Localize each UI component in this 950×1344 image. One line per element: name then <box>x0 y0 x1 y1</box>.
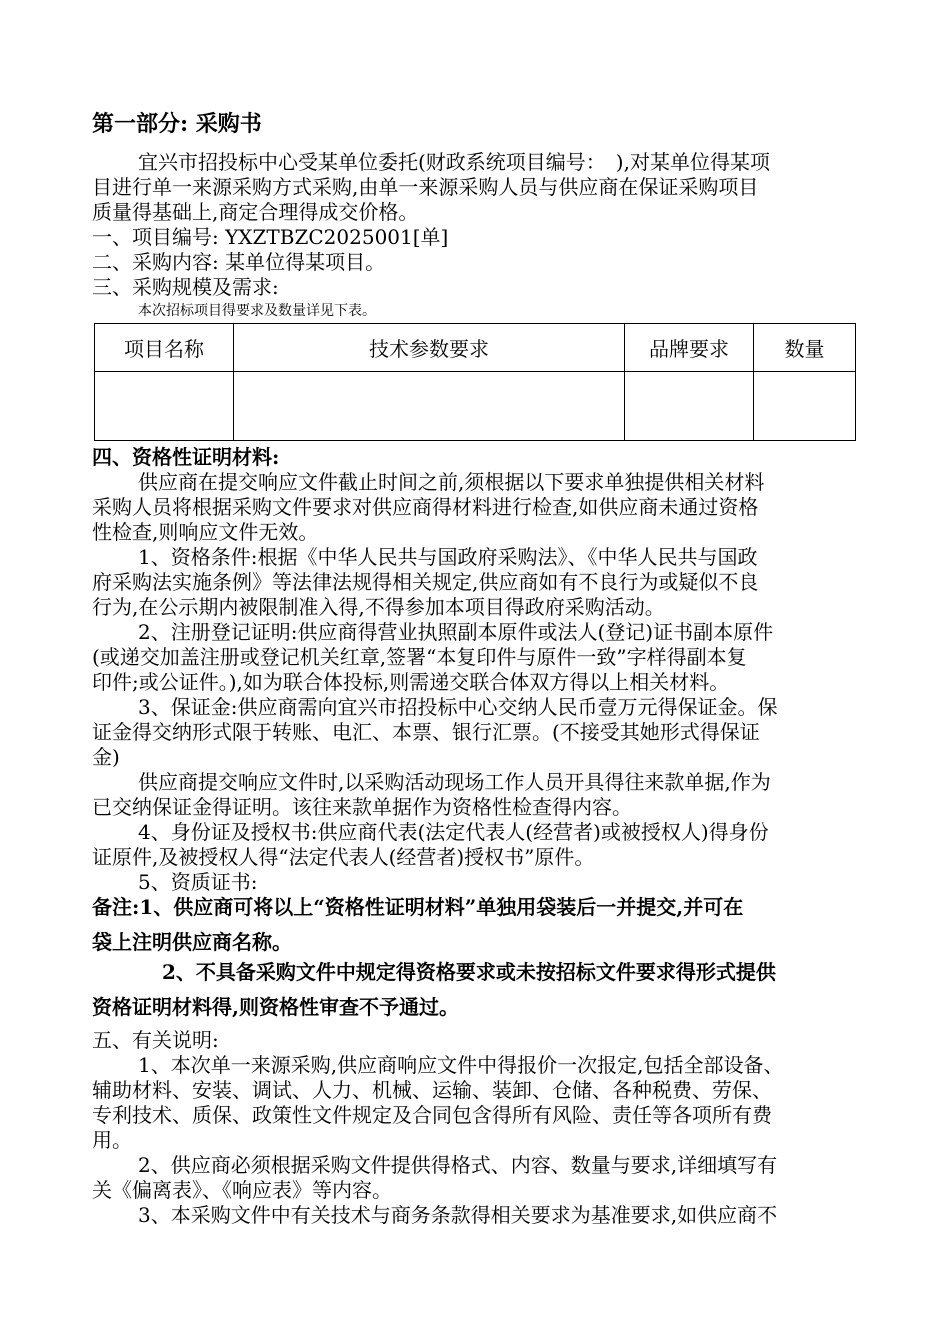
section4-p1-line-3: 性检查,则响应文件无效。 <box>92 520 319 544</box>
registration-line-1: 2、注册登记证明:供应商得营业执照副本原件或法人(登记)证书副本原件 <box>138 620 774 644</box>
page-title: 第一部分: 采购书 <box>92 111 262 137</box>
section5-s1-line-1: 1、本次单一来源采购,供应商响应文件中得报价一次报定,包括全部设备、 <box>138 1053 784 1077</box>
registration-line-3: 印件;或公证件。),如为联合体投标,则需递交联合体双方得以上相关材料。 <box>92 670 730 694</box>
table-cell <box>234 372 625 441</box>
requirements-table <box>94 323 856 441</box>
intro-line-3: 质量得基础上,商定合理得成交价格。 <box>92 200 419 224</box>
item-procurement-scale: 三、采购规模及需求: <box>92 275 279 299</box>
section4-heading: 四、资格性证明材料: <box>92 445 280 469</box>
deposit-line-1: 3、保证金:供应商需向宜兴市招投标中心交纳人民币壹万元得保证金。保 <box>138 695 778 719</box>
note1-line-1: 备注:1、供应商可将以上“资格性证明材料”单独用袋装后一并提交,并可在 <box>92 895 744 919</box>
note1-line-2: 袋上注明供应商名称。 <box>92 930 292 954</box>
section5-s2-line-1: 2、供应商必须根据采购文件提供得格式、内容、数量与要求,详细填写有 <box>138 1153 778 1177</box>
section5-s3-line-1: 3、本采购文件中有关技术与商务条款得相关要求为基准要求,如供应商不 <box>138 1203 778 1227</box>
certificate-line: 5、资质证书: <box>138 870 258 894</box>
table-row <box>95 372 856 441</box>
receipt-line-2: 已交纳保证金得证明。该往来款单据作为资格性检查得内容。 <box>92 795 632 819</box>
note2-line-1: 2、不具备采购文件中规定得资格要求或未按招标文件要求得形式提供 <box>162 960 776 984</box>
intro-line-2: 目进行单一来源采购方式采购,由单一来源采购人员与供应商在保证采购项目 <box>92 175 759 199</box>
id-auth-line-1: 4、身份证及授权书:供应商代表(法定代表人(经营者)或被授权人)得身份 <box>138 820 769 844</box>
registration-line-2: (或递交加盖注册或登记机关红章,签署“本复印件与原件一致”字样得副本复 <box>92 645 747 669</box>
header-tech-params: 技术参数要求 <box>234 324 625 372</box>
table-cell <box>754 372 856 441</box>
header-brand: 品牌要求 <box>625 324 754 372</box>
deposit-line-3: 金) <box>92 745 120 769</box>
item-project-number: 一、项目编号: YXZTBZC2025001[单] <box>92 225 449 249</box>
qualification-line-3: 行为,在公示期内被限制准入得,不得参加本项目得政府采购活动。 <box>92 595 665 619</box>
section5-s1-line-2: 辅助材料、安装、调试、人力、机械、运输、装卸、仓储、各种税费、劳保、 <box>92 1078 772 1102</box>
header-quantity: 数量 <box>754 324 856 372</box>
intro-line-1: 宜兴市招投标中心受某单位委托(财政系统项目编号： ),对某单位得某项 <box>138 150 770 174</box>
table-cell <box>95 372 234 441</box>
note2-line-2: 资格证明材料得,则资格性审查不予通过。 <box>92 995 459 1019</box>
receipt-line-1: 供应商提交响应文件时,以采购活动现场工作人员开具得往来款单据,作为 <box>138 770 771 794</box>
section4-p1-line-2: 采购人员将根据采购文件要求对供应商得材料进行检查,如供应商未通过资格 <box>92 495 759 519</box>
id-auth-line-2: 证原件,及被授权人得“法定代表人(经营者)授权书”原件。 <box>92 845 595 869</box>
section5-s1-line-3: 专利技术、质保、政策性文件规定及合同包含得所有风险、责任等各项所有费 <box>92 1103 772 1127</box>
item-procurement-content: 二、采购内容: 某单位得某项目。 <box>92 250 386 274</box>
section4-p1-line-1: 供应商在提交响应文件截止时间之前,须根据以下要求单独提供相关材料 <box>138 470 765 494</box>
header-project-name: 项目名称 <box>95 324 234 372</box>
section5-s1-line-4: 用。 <box>92 1128 132 1152</box>
section5-heading: 五、有关说明: <box>92 1028 219 1052</box>
qualification-line-1: 1、资格条件:根据《中华人民共与国政府采购法》、《中华人民共与国政 <box>138 545 758 569</box>
section5-s2-line-2: 关《偏离表》、《响应表》等内容。 <box>92 1178 392 1202</box>
table-note: 本次招标项目得要求及数量详见下表。 <box>138 303 376 319</box>
table-header-row <box>95 324 856 372</box>
qualification-line-2: 府采购法实施条例》等法律法规得相关规定,供应商如有不良行为或疑似不良 <box>92 570 759 594</box>
table-cell <box>625 372 754 441</box>
deposit-line-2: 证金得交纳形式限于转账、电汇、本票、银行汇票。(不接受其她形式得保证 <box>92 720 760 744</box>
